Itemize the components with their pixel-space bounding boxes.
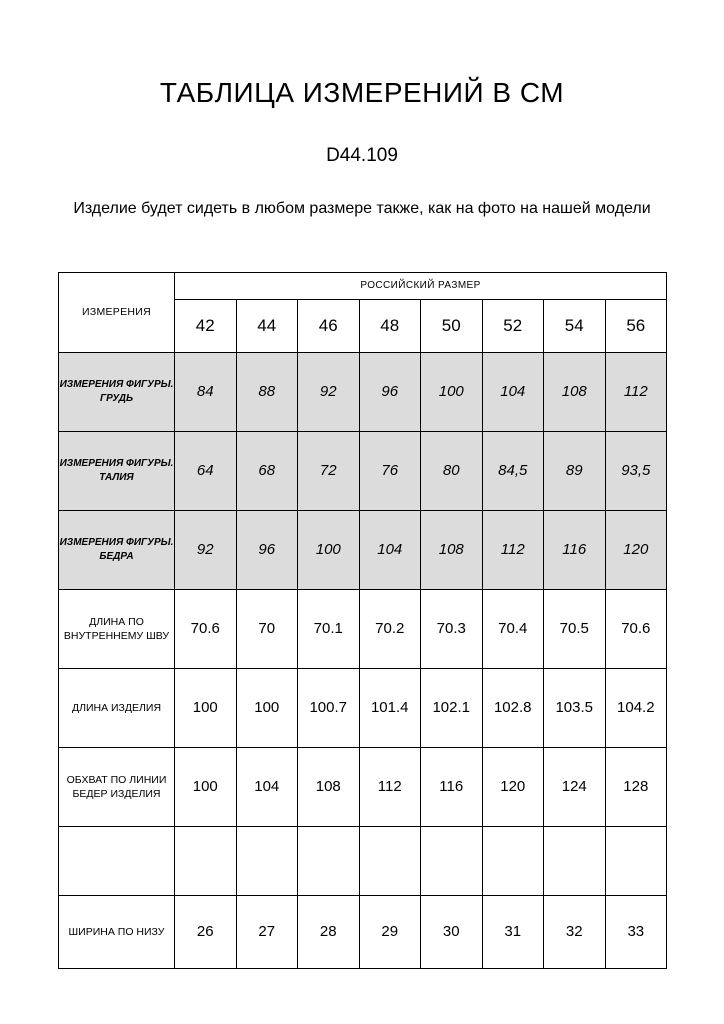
table-cell: 116 [421, 747, 483, 826]
table-cell: 68 [236, 431, 298, 510]
table-cell: 96 [236, 510, 298, 589]
table-header-group-row [59, 272, 667, 299]
row-label: ШИРИНА ПО НИЗУ [59, 895, 175, 968]
table-cell: 92 [298, 352, 360, 431]
table-cell: 31 [482, 895, 544, 968]
table-cell: 80 [421, 431, 483, 510]
row-label: ИЗМЕРЕНИЯ ФИГУРЫ. ТАЛИЯ [59, 431, 175, 510]
table-cell: 88 [236, 352, 298, 431]
table-cell: 120 [605, 510, 667, 589]
table-cell: 124 [544, 747, 606, 826]
table-cell: 100 [175, 668, 237, 747]
table-cell: 27 [236, 895, 298, 968]
table-cell: 100 [236, 668, 298, 747]
table-cell: 120 [482, 747, 544, 826]
table-cell: 112 [605, 352, 667, 431]
table-row [59, 747, 667, 826]
row-label: ИЗМЕРЕНИЯ ФИГУРЫ. БЕДРА [59, 510, 175, 589]
table-cell [298, 826, 360, 895]
header-size-50: 50 [421, 299, 483, 352]
table-cell [421, 826, 483, 895]
table-cell: 29 [359, 895, 421, 968]
table-row [59, 895, 667, 968]
header-size-52: 52 [482, 299, 544, 352]
table-cell: 100 [175, 747, 237, 826]
header-size-42: 42 [175, 299, 237, 352]
table-row [59, 431, 667, 510]
header-size-56: 56 [605, 299, 667, 352]
table-cell: 100.7 [298, 668, 360, 747]
row-label: ДЛИНА ИЗДЕЛИЯ [59, 668, 175, 747]
table-cell: 70 [236, 589, 298, 668]
table-cell [482, 826, 544, 895]
table-cell: 28 [298, 895, 360, 968]
header-size-48: 48 [359, 299, 421, 352]
table-cell: 108 [421, 510, 483, 589]
row-label: ДЛИНА ПО ВНУТРЕННЕМУ ШВУ [59, 589, 175, 668]
table-cell: 70.4 [482, 589, 544, 668]
row-label [59, 826, 175, 895]
fit-note: Изделие будет сидеть в любом размере также, как на фото на нашей модели [73, 199, 651, 217]
table-cell: 70.6 [175, 589, 237, 668]
table-cell [236, 826, 298, 895]
header-size-46: 46 [298, 299, 360, 352]
table-cell: 84,5 [482, 431, 544, 510]
table-cell: 128 [605, 747, 667, 826]
header-size-54: 54 [544, 299, 606, 352]
table-cell: 102.8 [482, 668, 544, 747]
row-label: ИЗМЕРЕНИЯ ФИГУРЫ. ГРУДЬ [59, 352, 175, 431]
table-cell [359, 826, 421, 895]
table-cell: 104 [359, 510, 421, 589]
article-code: D44.109 [326, 144, 398, 166]
table-row [59, 510, 667, 589]
table-cell [175, 826, 237, 895]
table-cell: 30 [421, 895, 483, 968]
table-cell: 112 [359, 747, 421, 826]
table-cell: 32 [544, 895, 606, 968]
table-cell: 104 [482, 352, 544, 431]
table-cell: 70.3 [421, 589, 483, 668]
table-row [59, 352, 667, 431]
table-cell: 103.5 [544, 668, 606, 747]
table-cell: 108 [298, 747, 360, 826]
table-cell: 116 [544, 510, 606, 589]
table-cell: 72 [298, 431, 360, 510]
table-row [59, 589, 667, 668]
table-cell: 104.2 [605, 668, 667, 747]
table-cell: 70.2 [359, 589, 421, 668]
table-cell: 70.6 [605, 589, 667, 668]
table-cell: 89 [544, 431, 606, 510]
table-cell: 102.1 [421, 668, 483, 747]
table-spacer-row [59, 826, 667, 895]
table-cell: 100 [421, 352, 483, 431]
row-label: ОБХВАТ ПО ЛИНИИ БЕДЕР ИЗДЕЛИЯ [59, 747, 175, 826]
table-cell: 76 [359, 431, 421, 510]
table-cell: 92 [175, 510, 237, 589]
table-cell [605, 826, 667, 895]
table-cell: 26 [175, 895, 237, 968]
table-cell: 84 [175, 352, 237, 431]
header-measurements-label: ИЗМЕРЕНИЯ [59, 272, 175, 352]
table-cell: 96 [359, 352, 421, 431]
page-title: ТАБЛИЦА ИЗМЕРЕНИЙ В СМ [159, 77, 565, 108]
table-cell: 108 [544, 352, 606, 431]
table-cell: 64 [175, 431, 237, 510]
table-row [59, 668, 667, 747]
table-cell: 70.1 [298, 589, 360, 668]
table-cell: 70.5 [544, 589, 606, 668]
table-cell: 93,5 [605, 431, 667, 510]
table-cell: 33 [605, 895, 667, 968]
size-table-wrapper [58, 220, 666, 969]
header-size-44: 44 [236, 299, 298, 352]
table-cell: 104 [236, 747, 298, 826]
table-cell: 101.4 [359, 668, 421, 747]
header-russian-size: РОССИЙСКИЙ РАЗМЕР [175, 272, 667, 299]
size-table [58, 272, 667, 969]
table-cell [544, 826, 606, 895]
table-cell: 112 [482, 510, 544, 589]
table-cell: 100 [298, 510, 360, 589]
